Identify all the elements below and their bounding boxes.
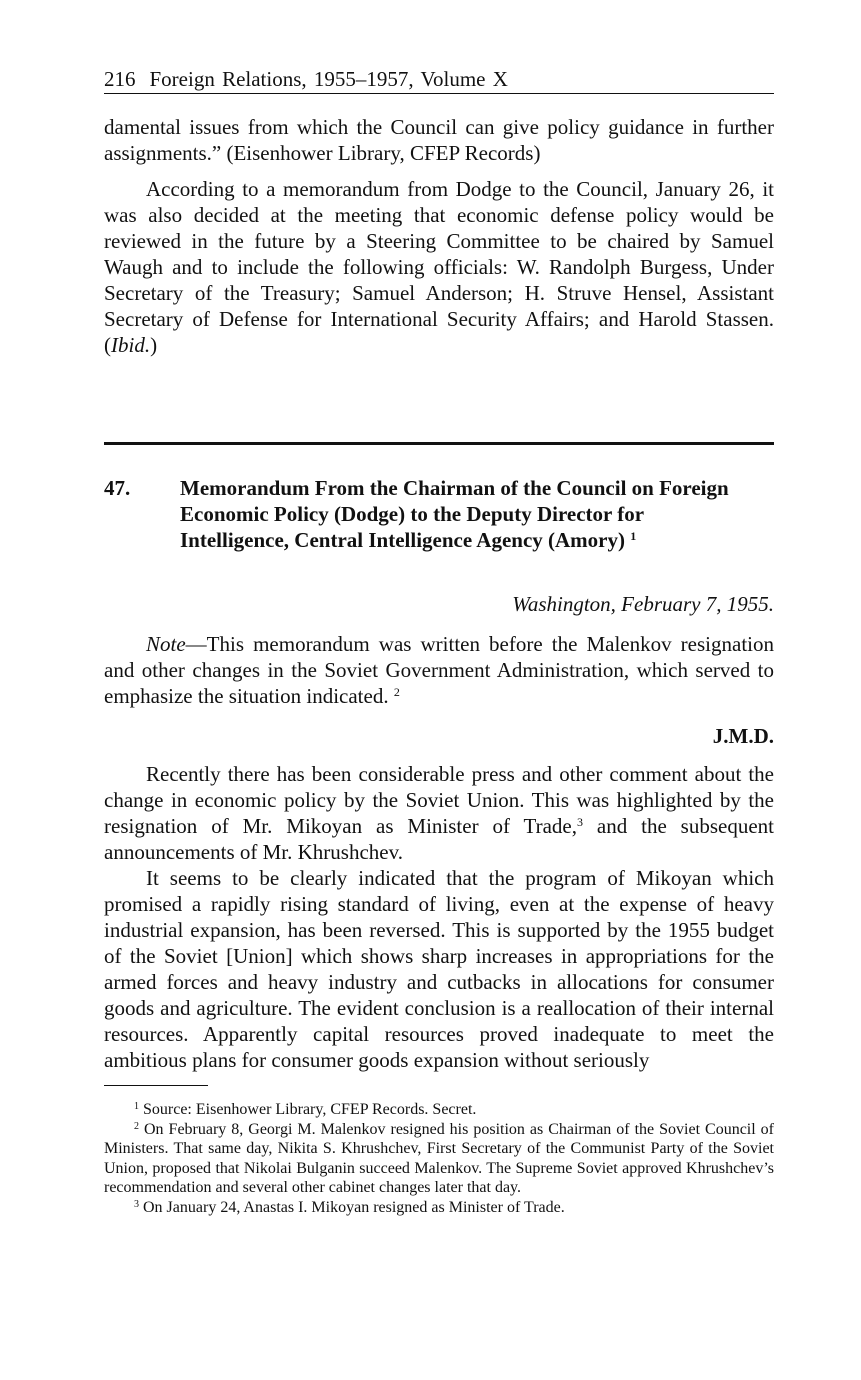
body-paragraph-1 [104,761,774,865]
footnote-1 [104,1100,774,1120]
document-title: Memorandum From the Chairman of the Council on Foreign Economic Policy (Dodge) to the Deputy Director for Intelligence, Central Intelligence Agency (Amory) [180,476,729,552]
running-head [104,66,774,94]
note-text: —This memorandum was written before the Malenkov resignation and other changes in the Soviet Government Administration, which served to emphasize the situation indicated. [104,632,774,708]
footnote-1-number: 1 [134,1101,139,1112]
signature-initials: J.M.D. [712,724,774,748]
body-1-text-a: Recently there has been considerable press and other comment about the change in economic policy by the Soviet Union. This was highlighted by the resignation of Mr. Mikoyan as Minister of Trade, [104,762,774,838]
footnotes [104,1100,774,1217]
footnote-3 [104,1198,774,1218]
document-title-block [180,475,774,553]
dateline: Washington, February 7, 1955. [512,592,774,616]
footnote-2 [104,1120,774,1198]
note-label: Note [146,632,186,656]
footnote-2-number: 2 [134,1120,139,1132]
footnote-ref-2: 2 [393,685,400,699]
dodge-memo-paragraph [104,176,774,358]
page-number: 216 [104,67,136,91]
body-1-text-b: and the subsequent announcements of Mr. Khrushchev. [104,814,774,864]
page [104,66,774,1217]
closing-paren: ) [150,333,158,357]
footnote-ref-1: 1 [630,529,637,543]
body-paragraph-2: It seems to be clearly indicated that the program of Mikoyan which promised a rapidly rising standard of living, even at the expense of heavy industrial expansion, has been reversed. This is supported by the 1955 budget of the Soviet [Union] which shows sharp increases in appropriations for the armed forces and heavy industry and cutbacks in allocations for consumer goods and agriculture. The evident conclusion is a reallocation of their internal resources. Apparently capital resources proved inadequate to meet the ambitious plans for consumer goods expansion without seriously [104,866,774,1072]
document-heading [104,475,774,553]
note-paragraph [104,631,774,709]
volume-title: Foreign Relations, 1955–1957, Volume X [149,67,508,91]
section-divider [104,442,774,445]
footnote-rule [104,1085,208,1086]
ibid-citation: Ibid. [111,333,151,357]
footnote-2-text: On February 8, Georgi M. Malenkov resigned his position as Chairman of the Soviet Council of Ministers. That same day, Nikita S. Khrushchev, First Secretary of the Communist Party of the Soviet Union, proposed that Nikolai Bulganin succeed Malenkov. The Supreme Soviet approved Khrushchev’s recommendation and several other cabinet changes later that day. [104,1120,775,1196]
continuation-paragraph: damental issues from which the Council can give policy guidance in further assignments.” (Eisenhower Library, CFEP Records) [104,115,774,165]
footnote-ref-3: 3 [576,815,583,829]
footnote-3-number: 3 [134,1198,139,1210]
footnote-3-text: On January 24, Anastas I. Mikoyan resigned as Minister of Trade. [143,1198,565,1216]
document-number: 47. [104,476,131,500]
dodge-memo-text: According to a memorandum from Dodge to the Council, January 26, it was also decided at the meeting that economic defense policy would be reviewed in the future by a Steering Committee to be chaired by Samuel Waugh and to include the following officials: W. Randolph Burgess, Under Secretary of the Treasury; Samuel Anderson; H. Struve Hensel, Assistant Secretary of Defense for International Security Affairs; and Harold Stassen. ( [104,177,774,357]
footnote-1-text: Source: Eisenhower Library, CFEP Records. Secret. [143,1101,477,1118]
